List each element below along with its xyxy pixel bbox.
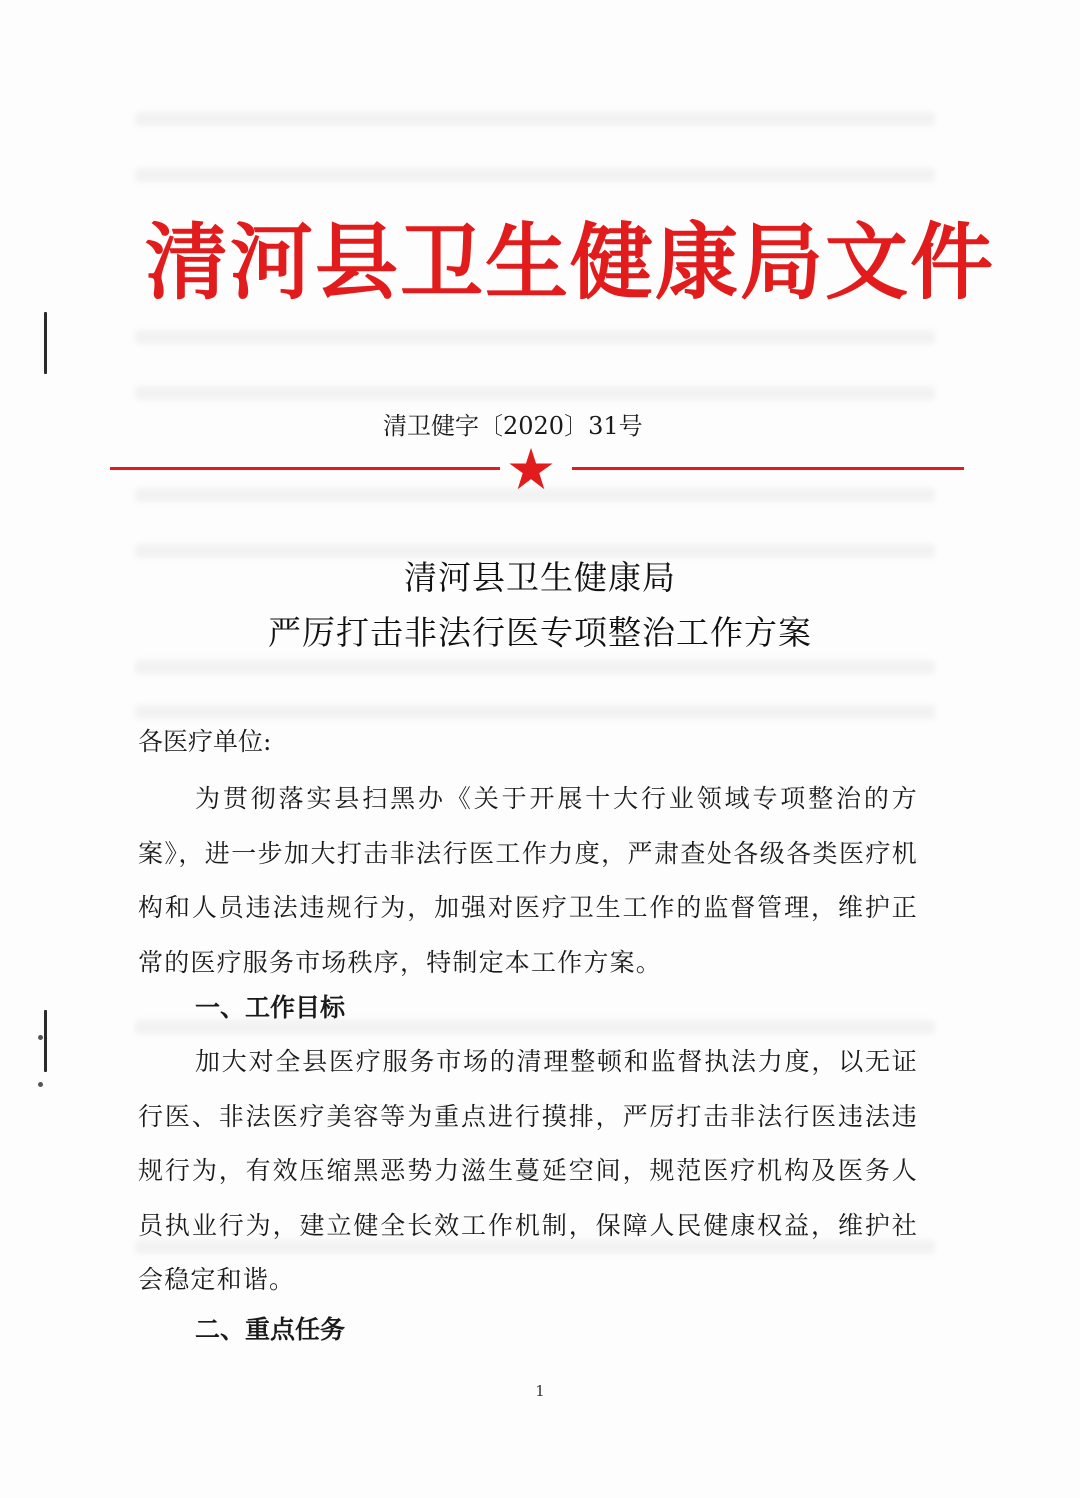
red-rule-right — [572, 467, 964, 470]
red-star-icon — [508, 446, 554, 492]
bleed-through — [135, 386, 935, 400]
red-rule-left — [110, 467, 500, 470]
bleed-through — [135, 330, 935, 344]
salutation: 各医疗单位: — [138, 727, 272, 756]
scan-mark — [44, 1010, 47, 1072]
document-title-line2: 严厉打击非法行医专项整治工作方案 — [268, 613, 812, 652]
section-heading: 一、工作目标 — [195, 993, 346, 1022]
bleed-through — [135, 660, 935, 674]
scan-dot — [38, 1035, 43, 1040]
bleed-through — [135, 168, 935, 182]
org-masthead: 清河县卫生健康局文件 — [145, 213, 995, 311]
document-number: 清卫健字〔2020〕31号 — [383, 412, 643, 440]
intro-paragraph: 为贯彻落实县扫黑办《关于开展十大行业领域专项整治的方案》，进一步加大打击非法行医工作力度，严肃查处各级各类医疗机构和人员违法违规行为，加强对医疗卫生工作的监督管理，维护正常的医疗服务市场秩序，特制定本工作方案。 — [138, 784, 918, 977]
scan-mark — [44, 312, 47, 374]
page-number: 1 — [535, 1382, 545, 1400]
section-heading: 二、重点任务 — [195, 1315, 346, 1344]
section-body: 加大对全县医疗服务市场的清理整顿和监督执法力度，以无证行医、非法医疗美容等为重点进行摸排，严厉打击非法行医违法违规行为，有效压缩黑恶势力滋生蔓延空间，规范医疗机构及医务人员执业行为，建立健全长效工作机制，保障人民健康权益，维护社会稳定和谐。 — [138, 1047, 918, 1294]
document-title-line1: 清河县卫生健康局 — [404, 558, 676, 597]
scan-dot — [38, 1082, 43, 1087]
bleed-through — [135, 705, 935, 719]
bleed-through — [135, 112, 935, 126]
